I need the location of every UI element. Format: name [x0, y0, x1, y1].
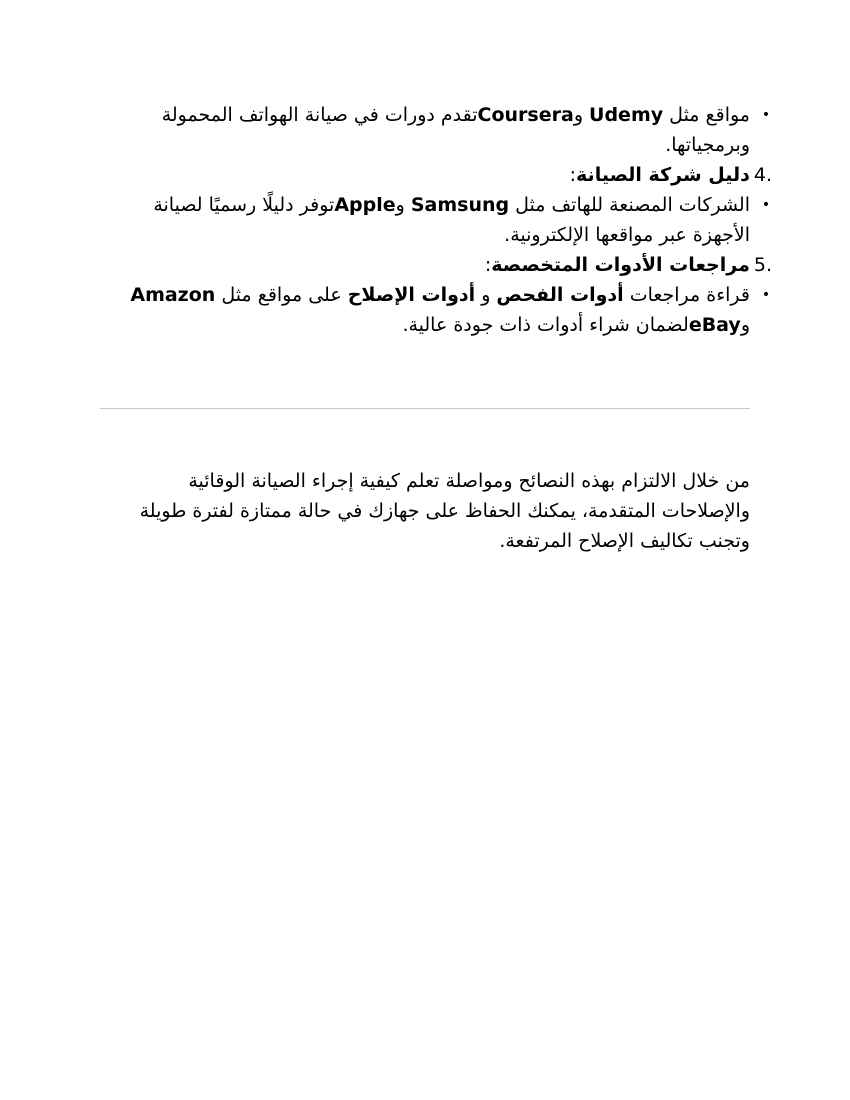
- brand-amazon: Amazon: [130, 284, 216, 306]
- list-number: 4.: [753, 164, 772, 186]
- list-number: 5.: [753, 254, 772, 276]
- conclusion-paragraph: من خلال الالتزام بهذه النصائح ومواصلة تعلم كيفية إجراء الصيانة الوقائية والإصلاحات المتقدمة، يمكنك الحفاظ على جهازك في حالة ممتازة لفترة طويلة وتجنب تكاليف الإصلاح المرتفعة.: [139, 470, 750, 552]
- list-item-tool-reviews: [100, 280, 771, 340]
- numbered-item-title: مراجعات الأدوات المتخصصة: [491, 254, 750, 276]
- term-repair-tools: أدوات الإصلاح: [347, 284, 476, 306]
- bullet-icon: •: [761, 197, 771, 213]
- text-segment: و: [475, 284, 497, 306]
- colon: :: [484, 254, 492, 276]
- text-segment: و: [573, 104, 590, 126]
- horizontal-divider: [100, 408, 750, 409]
- text-segment: توفر دليلًا رسميًا لصيانة الأجهزة عبر مواقعها الإلكترونية.: [153, 194, 750, 246]
- bullet-icon: •: [761, 287, 771, 303]
- brand-ebay: eBay: [688, 314, 741, 336]
- numbered-item-title: دليل شركة الصيانة: [576, 164, 750, 186]
- text-segment: لضمان شراء أدوات ذات جودة عالية.: [402, 314, 689, 336]
- text-segment: قراءة مراجعات: [623, 284, 750, 306]
- text-segment: تقدم دورات في صيانة الهواتف المحمولة وبرمجياتها.: [161, 104, 750, 156]
- numbered-item-5: [100, 250, 772, 280]
- brand-coursera: Coursera: [477, 104, 574, 126]
- colon: :: [569, 164, 577, 186]
- list-item-manufacturer-guide: [100, 190, 771, 250]
- text-segment: و: [395, 194, 411, 216]
- term-inspection-tools: أدوات الفحص: [496, 284, 624, 306]
- text-segment: و: [740, 314, 750, 336]
- brand-udemy: Udemy: [589, 104, 664, 126]
- text-segment: على مواقع مثل: [215, 284, 348, 306]
- numbered-item-4: [100, 160, 772, 190]
- text-segment: الشركات المصنعة للهاتف مثل: [509, 194, 750, 216]
- brand-apple: Apple: [334, 194, 396, 216]
- text-segment: مواقع مثل: [663, 104, 750, 126]
- document-body: [100, 100, 772, 340]
- brand-samsung: Samsung: [410, 194, 510, 216]
- list-item-online-courses: [100, 100, 771, 160]
- bullet-icon: •: [761, 107, 771, 123]
